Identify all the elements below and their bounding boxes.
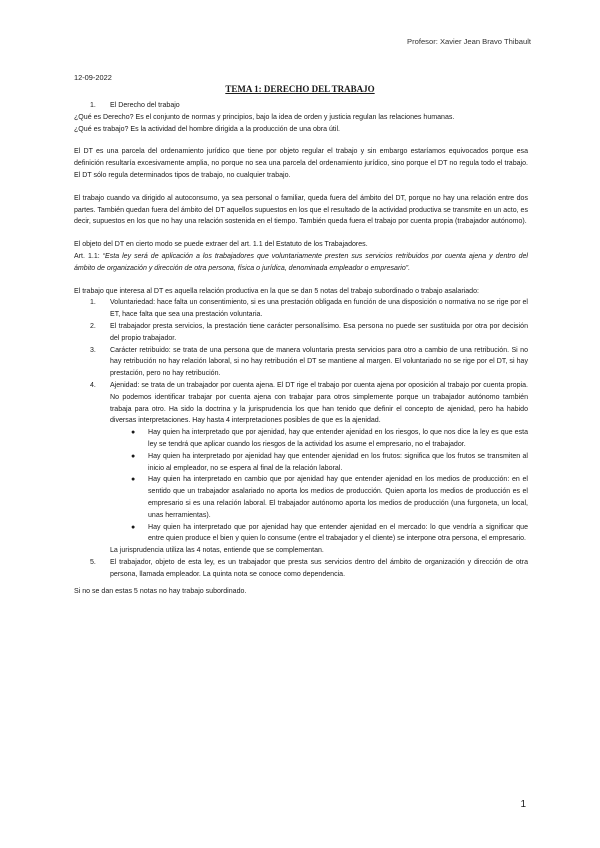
list-item: [74, 380, 528, 427]
paragraph-excluded-work: El trabajo cuando va dirigido al autoconsumo, ya sea personal o familiar, queda fuera del ámbito del DT, porque no hay una relación entre dos partes. También quedan fuera del ámbito del DT aquellos supuestos en los que el resultado de la actividad productiva se transmite en un acto, es decir, supuestos en los que no hay una relación sostenida en el tiempo. También queda fuera el trabajo por cuenta propia (trabajador autónomo).: [74, 194, 528, 226]
bullet-item: [74, 474, 528, 521]
bullet-text: Hay quien ha interpretado que por ajenidad hay que entender ajenidad en el mercado: lo que vendría a significar que entre quien produce el bien y quien lo consume (entre el trabajador y el cliente) se interpone otra persona, el empresario.: [148, 523, 528, 543]
list-text: Voluntariedad: hace falta un consentimiento, si es una prestación obligada en función de una disposición o normativa no se rige por el ET, hace falta que sea una prestación voluntaria.: [110, 299, 528, 319]
paragraph-five-notes-intro: El trabajo que interesa al DT es aquella relación productiva en la que se dan 5 notas del trabajo subordinado o trabajo asalariado:: [74, 287, 479, 295]
list-text: El trabajador, objeto de esta ley, es un trabajador que presta sus servicios dentro del ámbito de organización y dirección de otra persona, llamada empleador. La quinta nota se conoce como dependencia.: [110, 558, 528, 578]
document-date: 12-09-2022: [74, 73, 112, 82]
notes-list: [74, 297, 528, 427]
jurisprudencia-note: La jurisprudencia utiliza las 4 notas, entiende que se complementan.: [110, 547, 324, 555]
list-number: 1.: [90, 299, 96, 307]
section-number: 1.: [90, 102, 96, 109]
list-text: Carácter retribuido: se trata de una persona que de manera voluntaria presta servicios para otro a cambio de una retribución. Si no hay retribución no hay relación laboral, si no hay retribución el DT se mantiene al margen. El voluntariado no se rige por el DT, si hay prestación, pero no hay retribución.: [110, 346, 528, 378]
section-heading: [74, 100, 528, 112]
bullet-icon: ●: [131, 429, 136, 437]
list-number: 4.: [90, 381, 96, 389]
list-number: 3.: [90, 346, 96, 354]
paragraph-article: [74, 251, 528, 275]
article-quote: “Esta ley será de aplicación a los trabajadores que voluntariamente presten sus servicios retribuidos por cuenta ajena y dentro del ámbito de organización y dirección de otra persona, física o jurídica, denominada empleador o empresario”.: [74, 252, 528, 272]
section-label: El Derecho del trabajo: [110, 102, 180, 109]
bullet-item: [74, 522, 528, 546]
document-title: TEMA 1: DERECHO DEL TRABAJO: [225, 84, 375, 94]
bullet-icon: ●: [131, 523, 136, 531]
list-item: [74, 297, 528, 321]
article-label: Art. 1.1:: [74, 252, 103, 260]
bullet-text: Hay quien ha interpretado en cambio que por ajenidad hay que entender ajenidad en los medios de producción: en el sentido que un trabajador asalariado no aporta los medios de producción. Quien aporta los medios de producción es el empresario si es una relación laboral. El trabajador autónomo aporta los medios de producción (una furgoneta, un local, unas herramientas).: [148, 476, 528, 519]
section-list: [74, 100, 528, 112]
question-derecho: ¿Qué es Derecho? Es el conjunto de normas y principios, bajo la idea de orden y justicia regulan las relaciones humanas.: [74, 113, 455, 121]
bullet-icon: ●: [131, 476, 136, 484]
bullet-item: [74, 427, 528, 451]
list-item: [74, 321, 528, 345]
header-author: Profesor: Xavier Jean Bravo Thibault: [407, 37, 531, 46]
bullet-text: Hay quien ha interpretado que por ajenidad, hay que entender ajenidad en los riesgos, lo que nos dice la ley es que esta ley se tendrá que aplicar cuando los riesgos de la actividad los asume el empresario, no el trabajador.: [148, 429, 528, 448]
paragraph-objeto: El objeto del DT en cierto modo se puede extraer del art. 1.1 del Estatuto de los Trabajadores.: [74, 241, 368, 249]
notes-list-continued: [74, 557, 528, 581]
paragraph-dt-definition: El DT es una parcela del ordenamiento jurídico que tiene por objeto regular el trabajo y sin embargo estaríamos equivocados porque esa definición resultaría excesivamente amplia, no porque no sea una parcela del ordenamiento jurídico, sino porque el DT no regula todo el trabajo. El DT sólo regula determinados tipos de trabajo, no cualquier trabajo.: [74, 148, 528, 179]
list-number: 5.: [90, 558, 96, 566]
list-text: El trabajador presta servicios, la prestación tiene carácter personalísimo. Esa persona no puede ser sustituida por otra por decisión del propio trabajador.: [110, 322, 528, 342]
list-text: Ajenidad: se trata de un trabajador por cuenta ajena. El DT rige el trabajo por cuenta ajena por oposición al trabajo por cuenta propia. No podemos identificar trabajar por cuenta ajena con trabajar para otros simplemente porque un trabajador autónomo también trabaja para otro. Ha sido la doctrina y la jurisprudencia los que han tenido que definir el concepto de ajenidad, pero ha habido diversas interpretaciones. Hay hasta 4 interpretaciones posibles de que es la ajenidad.: [110, 381, 528, 425]
bullet-item: [74, 451, 528, 475]
list-item: [74, 557, 528, 581]
bullet-icon: ●: [131, 452, 136, 460]
ajenidad-bullets: [74, 427, 528, 545]
bullet-text: Hay quien ha interpretado por ajenidad hay que entender ajenidad en los frutos: significa que los frutos se transmiten al inicio al empleador, no se espera al final de la relación laboral.: [148, 452, 528, 472]
page-number: 1: [520, 799, 526, 810]
list-number: 2.: [90, 322, 96, 330]
question-trabajo: ¿Qué es trabajo? Es la actividad del hombre dirigida a la producción de una obra útil.: [74, 125, 340, 133]
list-item: [74, 345, 528, 380]
closing-statement: Si no se dan estas 5 notas no hay trabajo subordinado.: [74, 588, 247, 596]
document-body: [74, 100, 528, 598]
